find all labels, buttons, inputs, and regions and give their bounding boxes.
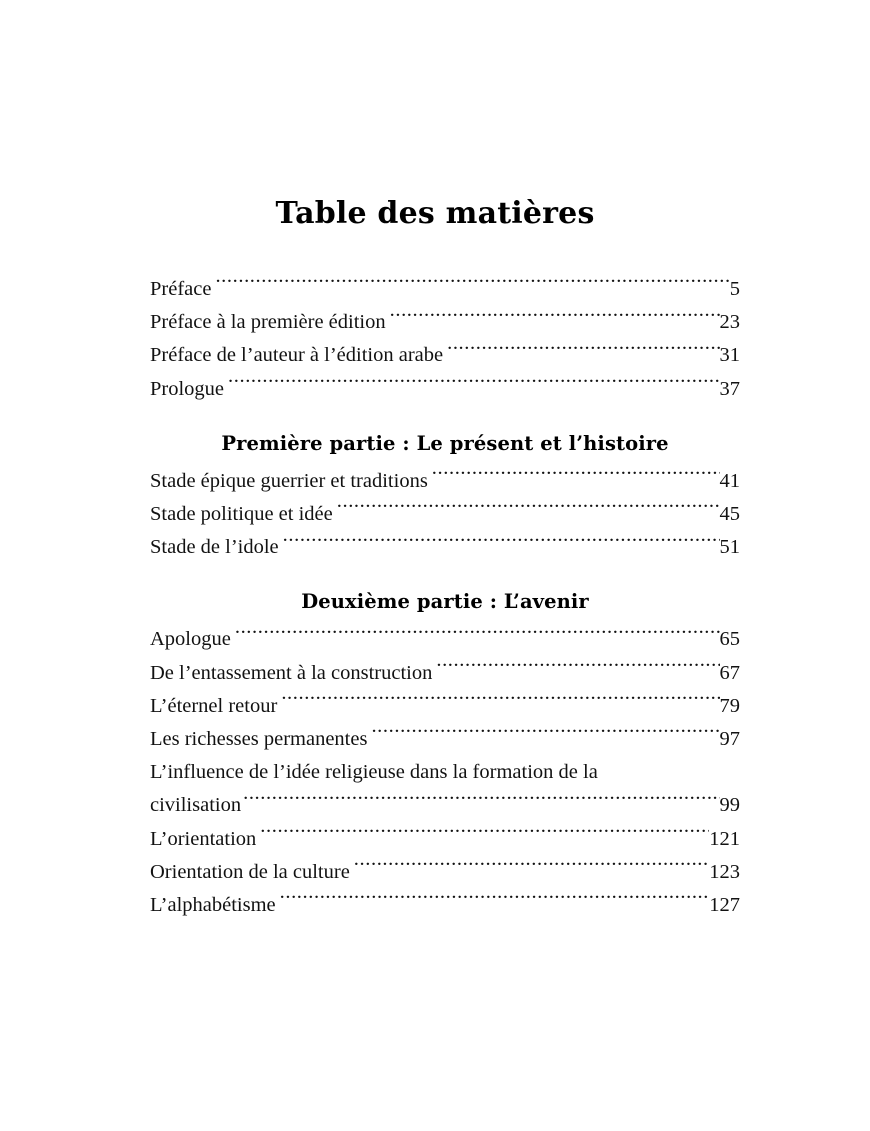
toc-entry-page: 31 [719,344,740,367]
toc-entry-label: Stade de l’idole [150,536,279,559]
toc-entry-page: 127 [709,894,740,917]
toc-entry-label: Stade politique et idée [150,503,333,526]
toc-leader-dots [281,691,719,712]
toc-section-heading: Deuxième partie : L’avenir [301,590,589,614]
toc-entry[interactable] [150,623,740,656]
toc-entry-page: 23 [719,311,740,334]
toc-entry-label: L’orientation [150,827,257,850]
toc-leader-dots [436,658,719,679]
toc-entry-label: Prologue [150,377,225,400]
toc-entry-page: 67 [719,661,740,684]
toc-entry-label: L’éternel retour [150,694,278,717]
toc-leader-dots [215,275,729,296]
toc-entry-label: L’influence de l’idée religieuse dans la formation de la [150,761,598,784]
toc-leader-dots [371,725,719,746]
toc-entry[interactable] [150,531,740,564]
toc-entry[interactable] [150,306,740,339]
toc-leader-dots [390,308,720,329]
toc-entry[interactable] [150,756,740,822]
toc-entry[interactable] [150,889,740,922]
toc-entry[interactable] [150,823,740,856]
toc-leader-dots [337,500,720,521]
toc-entry-label: Orientation de la culture [150,860,350,883]
toc-leader-dots [447,341,719,362]
toc-leader-dots [280,891,710,912]
toc-section-heading: Première partie : Le présent et l’histoire [221,431,669,455]
toc-entry-page: 121 [709,827,740,850]
toc-entry-page: 123 [709,860,740,883]
toc-leader-dots [243,791,719,812]
toc-entry[interactable] [150,657,740,690]
toc-entry[interactable] [150,373,740,406]
toc-leader-dots [432,466,720,487]
toc-entry-label: Préface à la première édition [150,311,386,334]
toc-group [150,590,740,922]
toc-entry-page: 5 [729,278,740,300]
toc-entry-page: 97 [719,728,740,751]
toc-leader-dots [260,824,709,845]
toc-list [150,231,740,922]
toc-entry-label: Préface [150,278,212,300]
toc-entry[interactable] [150,465,740,498]
toc-entry-page: 65 [719,628,740,651]
toc-entry-page: 51 [719,536,740,559]
toc-entry[interactable] [150,690,740,723]
toc-leader-dots [354,857,709,878]
toc-entry-label: De l’entassement à la construction [150,661,433,684]
toc-entry-label: L’alphabétisme [150,894,276,917]
toc-leader-dots [235,625,720,646]
toc-leader-dots [283,533,720,554]
toc-leader-dots [228,374,719,395]
toc-entry[interactable] [150,273,740,306]
toc-entry-label-cont: civilisation [150,794,242,817]
toc-entry-page: 45 [719,503,740,526]
toc-entry[interactable] [150,856,740,889]
toc-entry[interactable] [150,723,740,756]
toc-entry[interactable] [150,339,740,372]
toc-entry-label: Apologue [150,628,231,651]
toc-entry-label: Stade épique guerrier et traditions [150,469,428,492]
toc-entry[interactable] [150,498,740,531]
toc-entry-page: 79 [719,694,740,717]
toc-group [150,273,740,406]
toc-group [150,432,740,565]
toc-entry-page: 99 [719,794,740,817]
page-title: Table des matières [275,196,595,231]
toc-entry-page: 41 [719,469,740,492]
toc-entry-label: Les richesses permanentes [150,728,368,751]
toc-entry-label: Préface de l’auteur à l’édition arabe [150,344,444,367]
toc-entry-page: 37 [719,377,740,400]
